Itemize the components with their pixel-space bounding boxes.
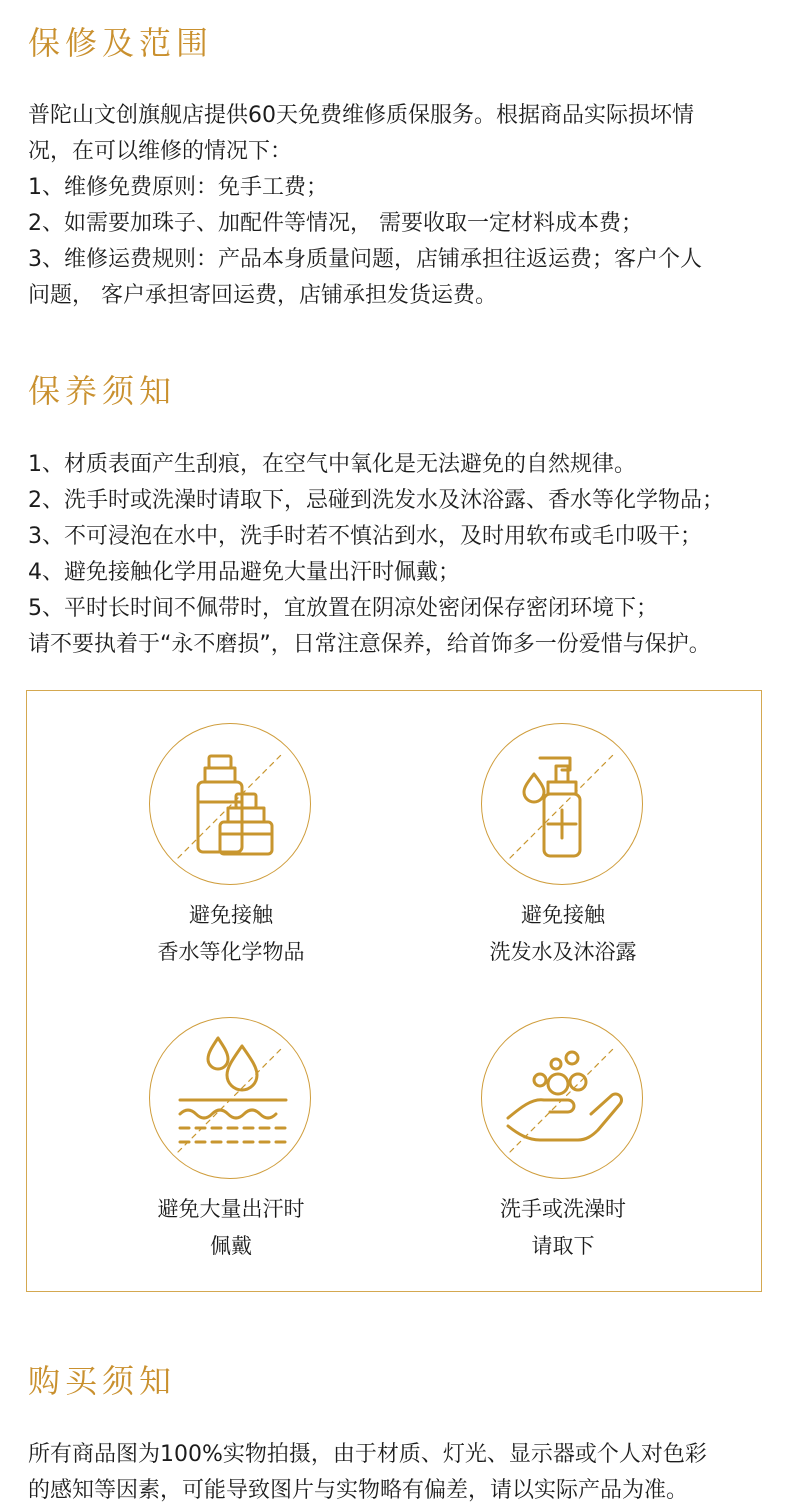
care-line: 3、不可浸泡在水中，洗手时若不慎沾到水，及时用软布或毛巾吸干； [28, 524, 702, 549]
repair-rule-3-line-1: 3、维修运费规则：产品本身质量问题，店铺承担往返运费；客户个人 [28, 247, 702, 272]
care-line: 2、洗手时或洗澡时请取下，忌碰到洗发水及沐浴露、香水等化学物品； [28, 488, 724, 513]
care-line: 5、平时长时间不佩带时，宜放置在阴凉处密闭保存密闭环境下； [28, 596, 658, 621]
tile-caption-line-1: 避免大量出汗时 [157, 1197, 305, 1221]
tile-caption-line-1: 避免接触 [189, 903, 273, 927]
washing-hand-icon [481, 1017, 643, 1179]
tile-caption-line-2: 洗发水及沐浴露 [489, 940, 637, 964]
pump-bottle-icon [481, 723, 643, 885]
care-section-title: 保养须知 [28, 372, 177, 410]
care-icons-panel [26, 690, 762, 1292]
repair-rule-1: 1、维修免费原则：免手工费； [28, 175, 328, 200]
care-line: 请不要执着于“永不磨损”，日常注意保养，给首饰多一份爱惜与保护。 [28, 632, 711, 657]
purchase-line-2: 的感知等因素，可能导致图片与实物略有偏差，请以实际产品为准。 [28, 1478, 689, 1503]
tile-caption-line-2: 佩戴 [210, 1234, 252, 1258]
tile-caption [81, 1191, 381, 1265]
repair-intro-line-2: 况，在可以维修的情况下： [28, 139, 293, 164]
repair-rule-2: 2、如需要加珠子、加配件等情况， 需要收取一定材料成本费； [28, 211, 643, 236]
purchase-section-title: 购买须知 [28, 1362, 177, 1400]
tile-caption [413, 1191, 713, 1265]
care-line: 4、避免接触化学用品避免大量出汗时佩戴； [28, 560, 460, 585]
perfume-bottles-icon [149, 723, 311, 885]
repair-rule-3-line-2: 问题， 客户承担寄回运费，店铺承担发货运费。 [28, 283, 497, 308]
repair-text-block [28, 98, 768, 314]
sweat-drops-icon [149, 1017, 311, 1179]
repair-intro-line-1: 普陀山文创旗舰店提供60天免费维修质保服务。根据商品实际损坏情 [28, 103, 694, 128]
repair-section-title: 保修及范围 [28, 24, 214, 62]
purchase-line-1: 所有商品图为100%实物拍摄，由于材质、灯光、显示器或个人对色彩 [28, 1442, 707, 1467]
tile-caption-line-2: 香水等化学物品 [157, 940, 305, 964]
tile-caption-line-1: 避免接触 [521, 903, 605, 927]
care-line: 1、材质表面产生刮痕，在空气中氧化是无法避免的自然规律。 [28, 452, 636, 477]
tile-caption-line-2: 请取下 [531, 1234, 595, 1258]
tile-caption [413, 897, 713, 971]
purchase-text-block [28, 1437, 768, 1509]
care-text-block [28, 447, 768, 663]
tile-caption-line-1: 洗手或洗澡时 [500, 1197, 626, 1221]
tile-caption [81, 897, 381, 971]
